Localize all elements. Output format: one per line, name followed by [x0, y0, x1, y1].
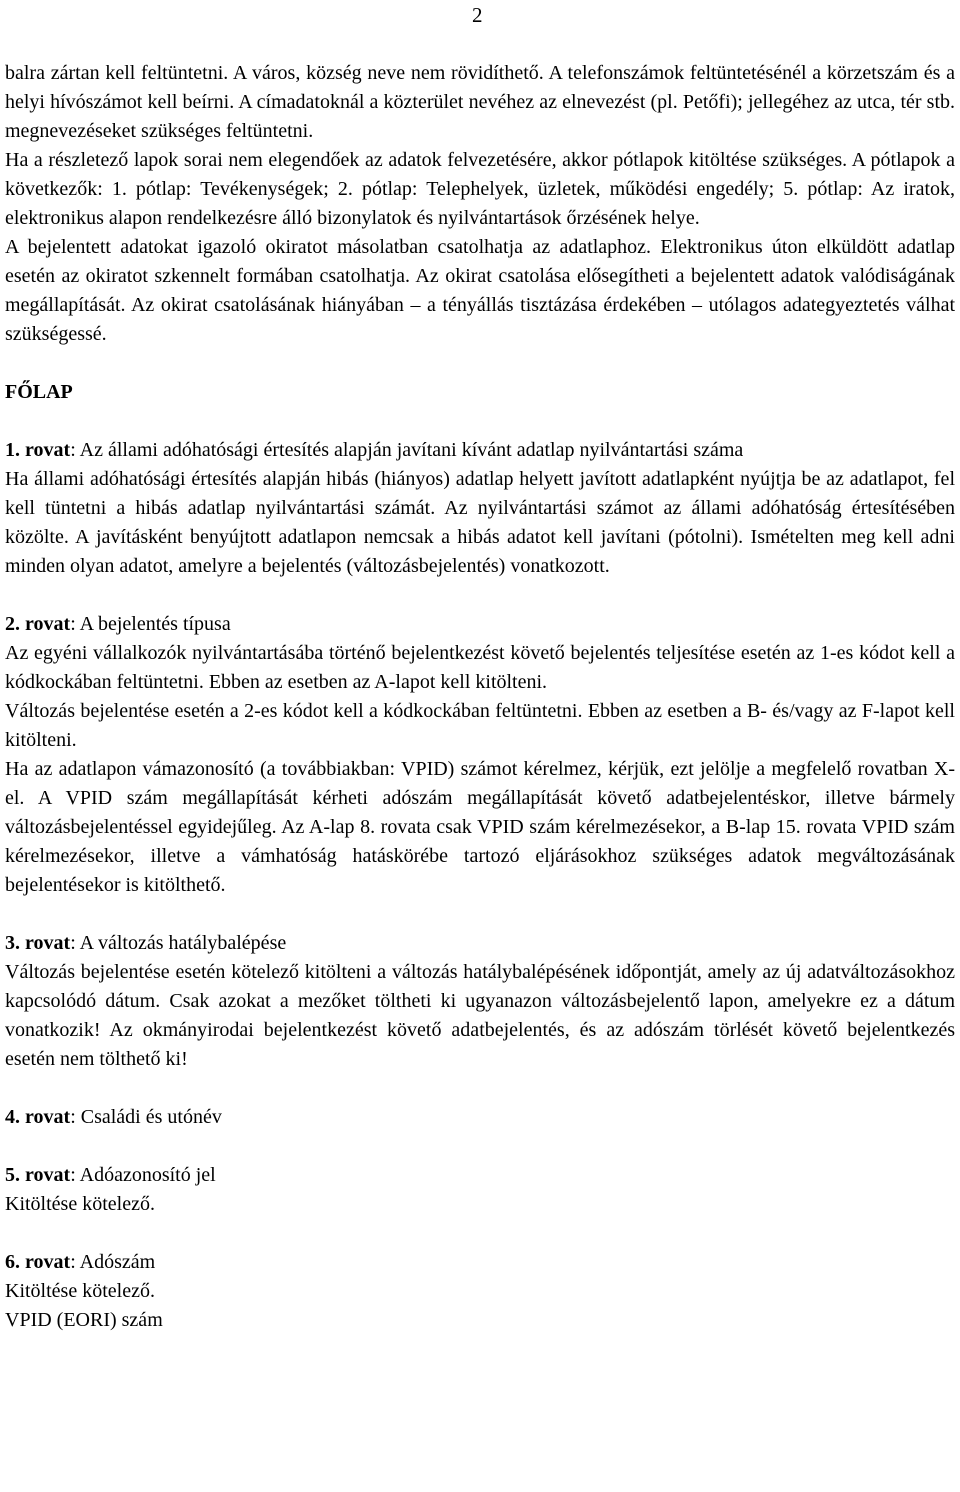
section-paragraph: Kitöltése kötelező.: [5, 1193, 155, 1215]
section-paragraph: Az egyéni vállalkozók nyilvántartásába történő bejelentkezést követő bejelentés teljesítése esetén az 1-es kódot kell a kódkockában feltüntetni. Ebben az esetben az A-lapot kell kitölteni.: [5, 642, 955, 693]
section-paragraph: Kitöltése kötelező.: [5, 1280, 155, 1302]
section-title-text: : Adóazonosító jel: [70, 1164, 216, 1186]
section-title: [5, 436, 955, 465]
section-paragraph: Változás bejelentése esetén kötelező kitölteni a változás hatálybalépésének időpontját, amely az új adatváltozásokhoz kapcsolódó dátum. Csak azokat a mezőket töltheti ki ugyanazon változásbejelentő lapon, amelyekre ez a dátum vonatkozik! Az okmányirodai bejelentkezést követő adatbejelentés, és az adószám törlését követő bejelentkezés esetén nem tölthető ki!: [5, 961, 955, 1070]
section-number: 1. rovat: [5, 439, 71, 461]
section-paragraph: Ha az adatlapon vámazonosító (a továbbiakban: VPID) számot kérelmez, kérjük, ezt jelölje a megfelelő rovatban X-el. A VPID szám megállapítását kérheti adószám megállapítását követő adatbejelentéskor, illetve bármely változásbejelentéssel egyidejűleg. Az A-lap 8. rovata csak VPID szám kérelmezésekor, a B-lap 15. rovata VPID szám kérelmezésekor, illetve a vámhatóság hatáskörébe tartozó eljárásokhoz szükséges adatok megváltozásának bejelentésekor is kitölthető.: [5, 758, 955, 896]
section-number: 6. rovat: [5, 1251, 71, 1273]
page-number: 2: [472, 3, 483, 27]
section-title: [5, 1248, 955, 1277]
section-paragraph: VPID (EORI) szám: [5, 1309, 163, 1331]
section-title-text: : A változás hatálybalépése: [70, 932, 287, 954]
section-number: 2. rovat: [5, 613, 71, 635]
section-rovat-1: [5, 436, 955, 581]
intro-paragraph-1: balra zártan kell feltüntetni. A város, község neve nem rövidíthető. A telefonszámok feltüntetésénél a körzetszám és a helyi hívószámot kell beírni. A címadatoknál a közterület nevéhez az elnevezést (pl. Petőfi); jellegéhez az utca, tér stb. megnevezéseket szükséges feltüntetni.: [5, 62, 955, 142]
section-rovat-2: [5, 610, 955, 900]
section-title-text: : A bejelentés típusa: [70, 613, 231, 635]
section-rovat-4: [5, 1103, 955, 1132]
section-heading-folap: FŐLAP: [5, 381, 73, 403]
section-paragraph: Ha állami adóhatósági értesítés alapján hibás (hiányos) adatlap helyett javított adatlapként nyújtja be az adatlapot, fel kell tüntetni a hibás adatlap nyilvántartási számát. Az nyilvántartási számot az állami adóhatóság értesítésében közölte. A javításként benyújtott adatlapon nemcsak a hibás adatot kell javítani (pótolni). Ismételten meg kell adni minden olyan adatot, amelyre a bejelentés (változásbejelentés) vonatkozott.: [5, 468, 955, 577]
intro-paragraph-2: Ha a részletező lapok sorai nem elegendőek az adatok felvezetésére, akkor pótlapok kitöltése szükséges. A pótlapok a következők: 1. pótlap: Tevékenységek; 2. pótlap: Telephelyek, üzletek, működési engedély; 5. pótlap: Az iratok, elektronikus alapon rendelkezésre álló bizonylatok és nyilvántartások őrzésének helye.: [5, 149, 955, 229]
intro-block: [5, 59, 955, 349]
section-rovat-3: [5, 929, 955, 1074]
section-title-text: : Családi és utónév: [70, 1106, 222, 1128]
section-number: 5. rovat: [5, 1164, 71, 1186]
section-title: [5, 929, 955, 958]
section-paragraph: Változás bejelentése esetén a 2-es kódot kell a kódkockában feltüntetni. Ebben az esetben a B- és/vagy az F-lapot kell kitölteni.: [5, 700, 955, 751]
section-number: 4. rovat: [5, 1106, 71, 1128]
section-title: [5, 610, 955, 639]
section-number: 3. rovat: [5, 932, 71, 954]
section-title: [5, 1161, 955, 1190]
section-title-text: : Adószám: [70, 1251, 156, 1273]
section-rovat-5: [5, 1161, 955, 1219]
section-rovat-6: [5, 1248, 955, 1335]
intro-paragraph-3: A bejelentett adatokat igazoló okiratot másolatban csatolhatja az adatlaphoz. Elektronikus úton elküldött adatlap esetén az okiratot szkennelt formában csatolhatja. Az okirat csatolása elősegítheti a bejelentett adatok valódiságának megállapítását. Az okirat csatolásának hiányában – a tényállás tisztázása érdekében – utólagos adategyeztetés válhat szükségessé.: [5, 236, 955, 345]
section-title: [5, 1103, 955, 1132]
section-title-text: : Az állami adóhatósági értesítés alapján javítani kívánt adatlap nyilvántartási száma: [70, 439, 744, 461]
document-body: [5, 59, 955, 1335]
